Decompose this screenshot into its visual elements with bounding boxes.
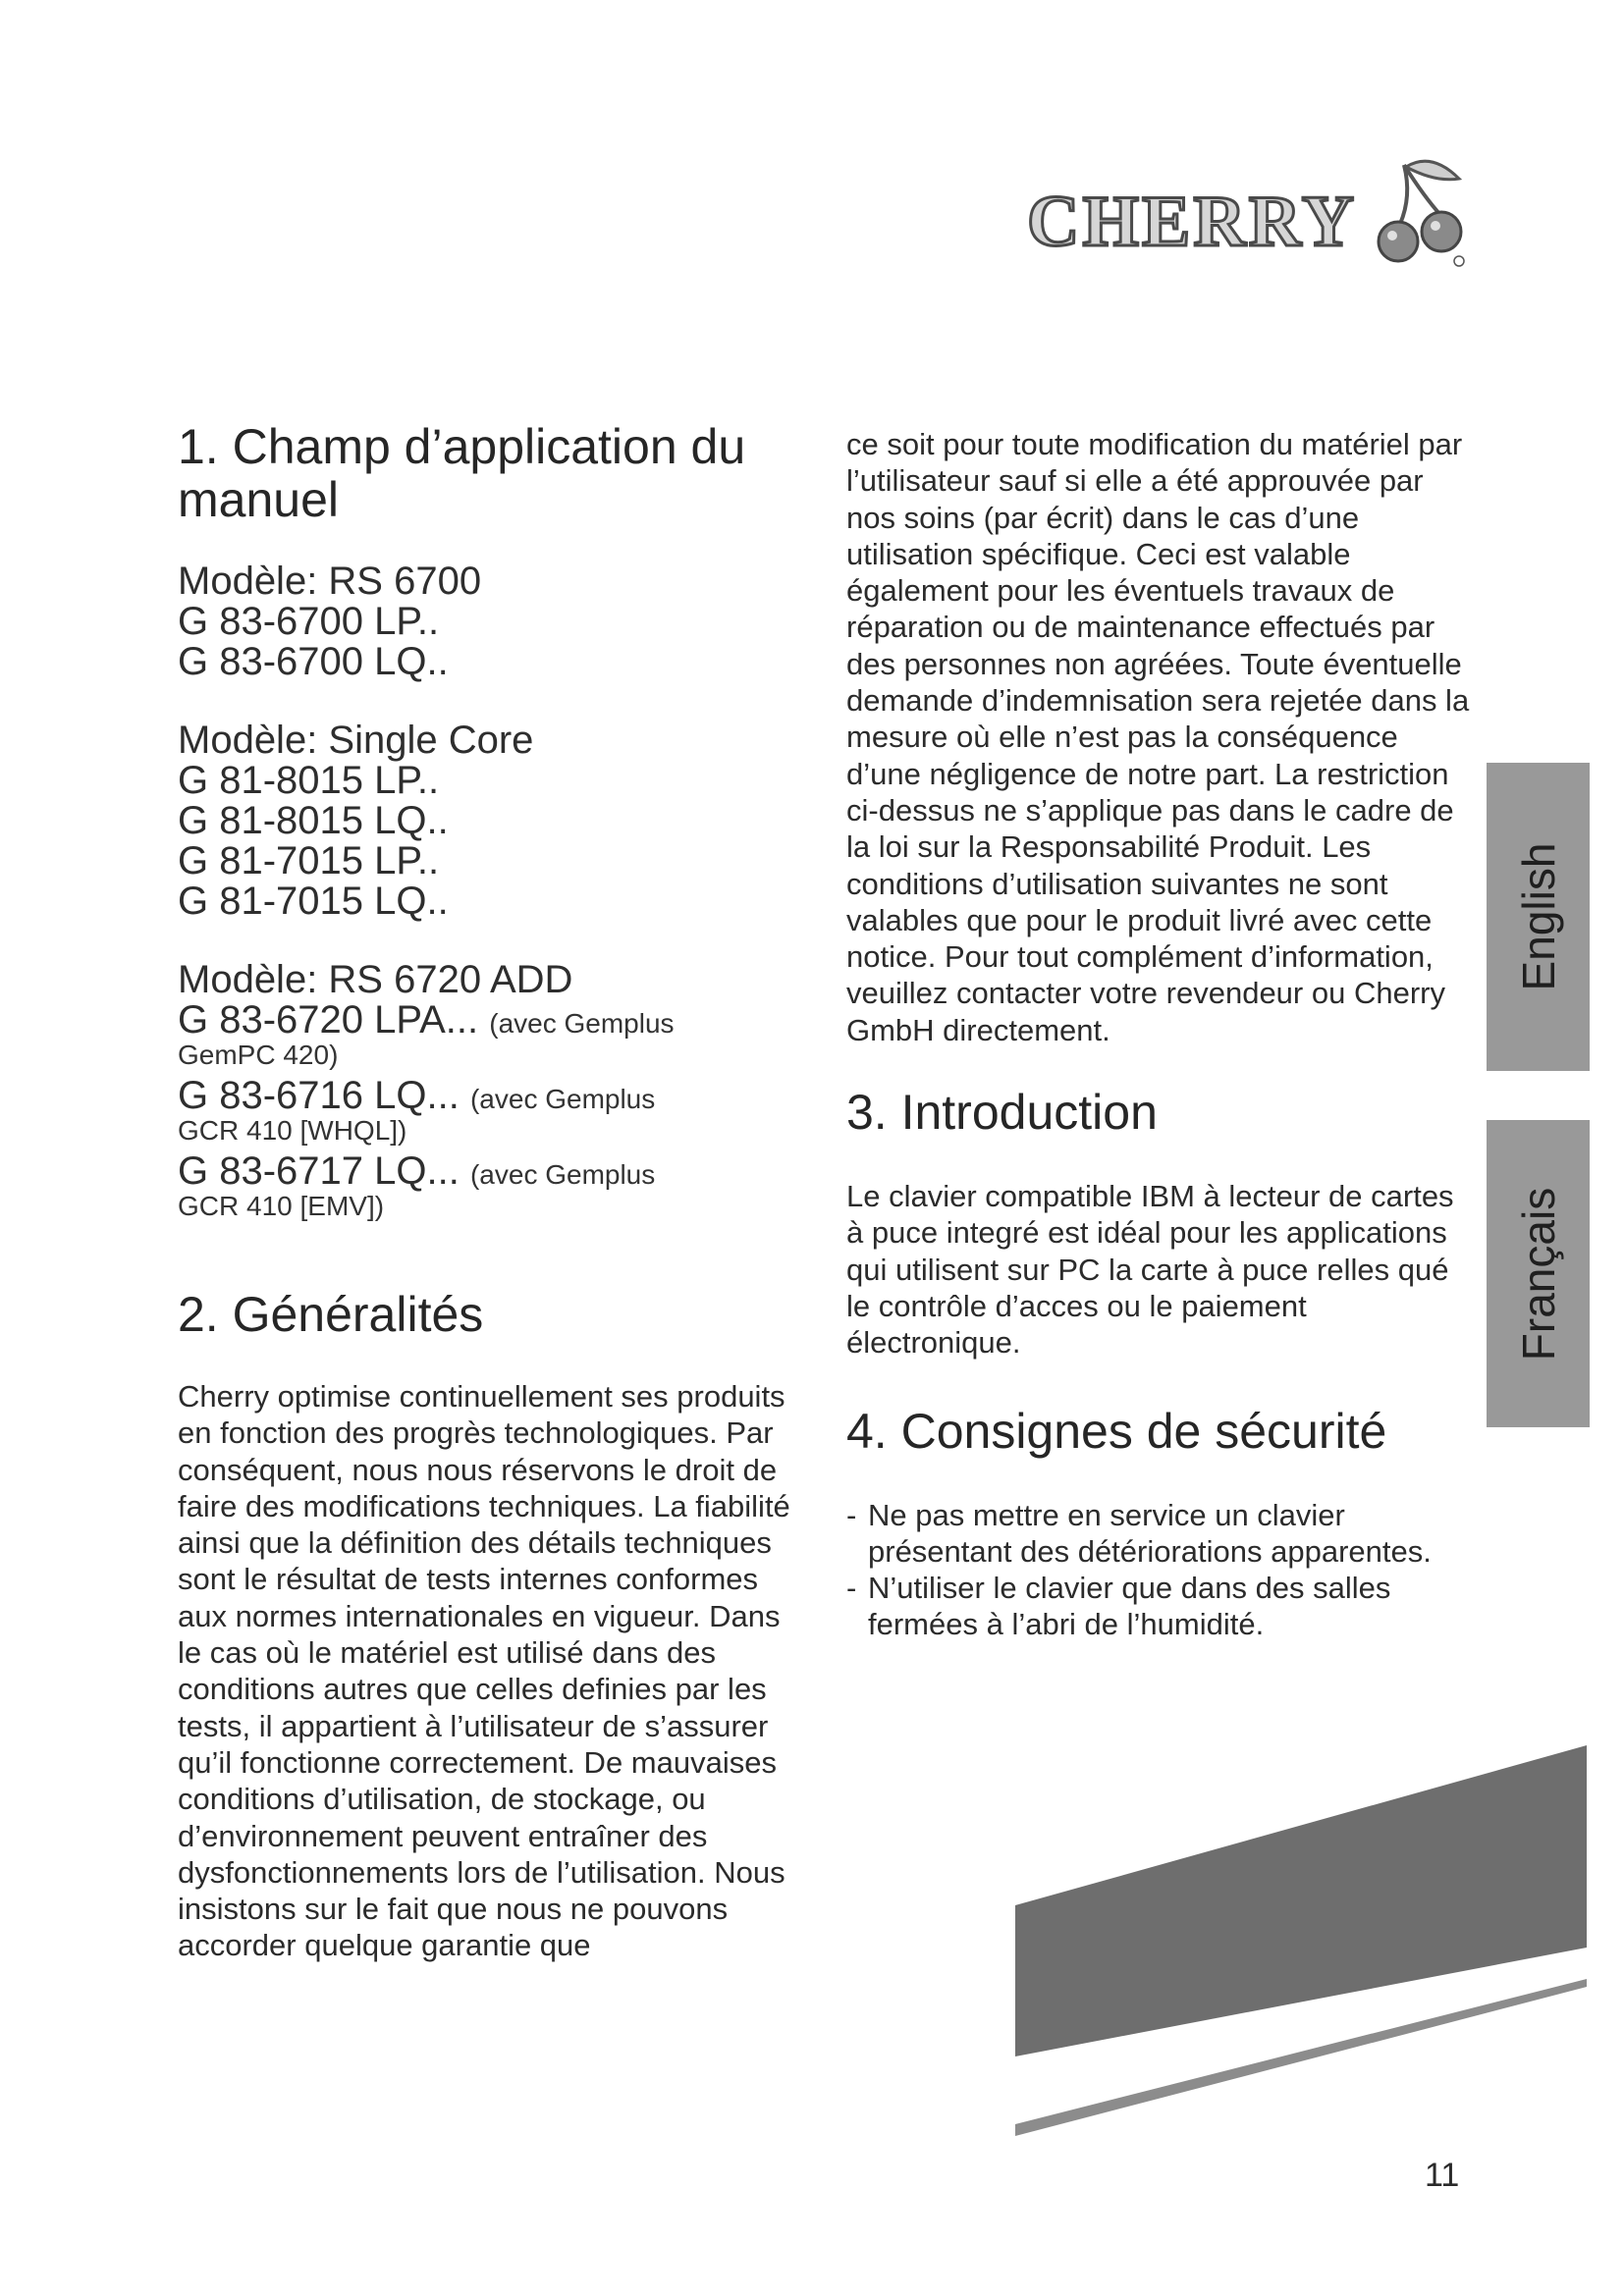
model-line: G 81-7015 LQ.. [178,880,449,923]
model-code: G 83-6717 LQ... [178,1149,460,1193]
section4-title: 4. Consignes de sécurité [846,1403,1387,1459]
page-number: 11 [1425,2157,1460,2194]
bullet-text: N’utiliser le clavier que dans des salles fermées à l’abri de l’humidité. [868,1571,1391,1642]
model-line: G 81-7015 LP.. [178,839,440,882]
model-line: Modèle: Single Core [178,719,534,762]
section1-title: 1. Champ d’application du manuel [178,419,746,527]
model-note: (avec Gemplus [469,1159,656,1190]
model-note: (avec Gemplus [489,1008,675,1039]
svg-text:CHERRY: CHERRY [1027,182,1358,262]
model-note: GCR 410 [EMV]) [178,1191,385,1221]
section3-text: Le clavier compatible IBM à lecteur de cartes à puce integré est idéal pour les applications qui utilisent sur PC la carte à puce relles qué le contrôle d’acces ou le paiement électronique. [846,1179,1454,1361]
model-line: G 81-8015 LQ.. [178,799,449,842]
section2-title: 2. Généralités [178,1287,484,1342]
tab-english-label: English [1512,842,1564,991]
model-note: GCR 410 [WHQL]) [178,1115,407,1146]
bullet-dash: - [846,1497,857,1532]
section2-continued-text: ce soit pour toute modification du matériel par l’utilisateur sauf si elle a été approuvée par nos soins (par écrit) dans le cas d’une utilisation spécifique. Ceci est valable également pour les éventuels travaux de réparation ou de maintenance effectués par des personnes non agréées. Toute éventuelle demande d’indemnisation sera rejetée dans la mesure où elle n’est pas la conséquence d’une négligence de notre part. La restriction ci-dessus ne s’applique pas dans le cadre de la loi sur la Responsabilité Produit. Les conditions d’utilisation suivantes ne sont valables que pour le produit livré avec cette notice. Pour tout complément d’information, veuillez contacter votre revendeur ou Cherry GmbH directement. [846,427,1470,1047]
model-line: G 81-8015 LP.. [178,759,440,802]
model-line: G 83-6700 LP.. [178,600,440,643]
model-line: G 83-6700 LQ.. [178,640,449,683]
model-note: GemPC 420) [178,1040,339,1070]
model-note: (avec Gemplus [469,1084,656,1114]
section2-text: Cherry optimise continuellement ses produits en fonction des progrès technologiques. Par conséquent, nous nous réservons le droit de faire des modifications techniques. La fiabilité ainsi que la définition des détails techniques sont le résultat de tests internes conformes aux normes internationales en vigueur. Dans le cas où le matériel est utilisé dans des conditions autres que celles definies par les tests, il appartient à l’utilisateur de s’assurer qu’il fonctionne correctement. De mauvaises conditions d’utilisation, de stockage, ou d’environnement peuvent entraîner des dysfonctionnements lors de l’utilisation. Nous insistons sur le fait que nous ne pouvons accorder quelque garantie que [178,1379,790,1963]
model-heading: Modèle: RS 6720 ADD [178,958,573,1001]
bullet-dash: - [846,1571,857,1606]
model-code: G 83-6720 LPA... [178,998,479,1041]
model-code: G 83-6716 LQ... [178,1074,460,1117]
tab-francais-label: Français [1512,1187,1564,1361]
bullet-text: Ne pas mettre en service un clavier présentant des détériorations apparentes. [868,1497,1432,1569]
section3-title: 3. Introduction [846,1085,1158,1141]
model-line: Modèle: RS 6700 [178,560,482,603]
